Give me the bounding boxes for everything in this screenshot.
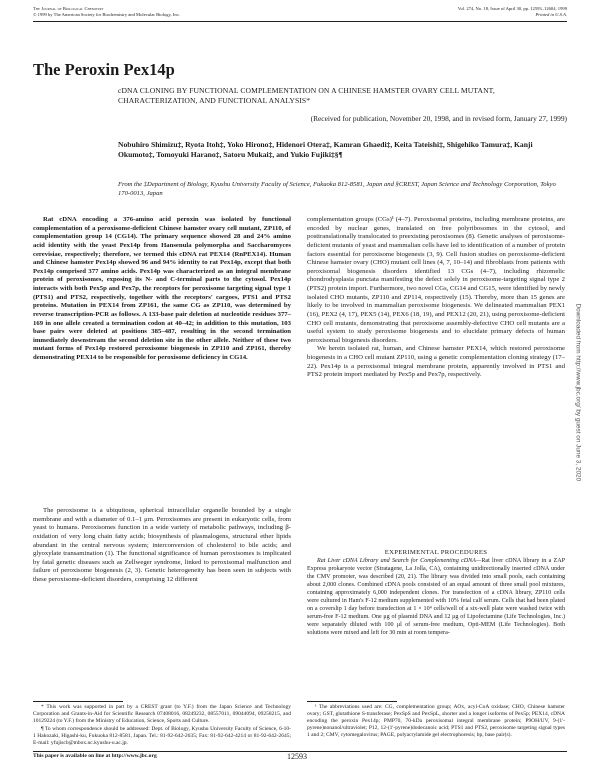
article-title: The Peroxin Pex14p: [33, 60, 175, 79]
printed-line: Printed in U.S.A.: [535, 12, 567, 17]
intro-paragraph: We herein isolated rat, human, and Chinese hamster PEX14, which restored peroxisome biogenesis in a CHO cell mutant ZP110, using a genetic complementation cloning strategy (17–22). Pex14p is a peroxisomal integral membrane protein, apparently involved in PTS1 and PTS2 protein import mediated by Pex5p and Pex7p, respectively.: [307, 345, 565, 379]
download-watermark: Downloaded from http://www.jbc.org/ by guest on June 3, 2020: [574, 303, 582, 482]
article-subtitle: cDNA CLONING BY FUNCTIONAL COMPLEMENTATION ON A CHINESE HAMSTER OVARY CELL MUTANT, CHARACTERIZATION, AND FUNCTIONAL ANALYSIS*: [118, 86, 495, 105]
running-header-right: [458, 6, 567, 18]
footnote-rule: [33, 701, 123, 702]
received-date: (Received for publication, November 20, 1998, and in revised form, January 27, 1999): [310, 114, 567, 123]
footnote-rule: [307, 701, 397, 702]
abstract-text: Rat cDNA encoding a 376-amino acid peroxin was isolated by functional complementation of a peroxisome-deficient Chinese hamster ovary cell mutant, ZP110, of complementation group 14 (CG14). The primary sequence showed 28 and 24% amino acid identity with the yeast Pex14p from Hansenula polymorpha and Saccharomyces cerevisiae, respectively; therefore, we termed this cDNA rat PEX14 (RnPEX14). Human and Chinese hamster Pex14p showed 96 and 94% identity to rat Pex14p, except that both Pex14p comprised 377 amino acids. Pex14p was characterized as an integral membrane protein of peroxisomes, exposing its N- and C-terminal parts to the cytosol. Pex14p interacts with both Pex5p and Pex7p, the receptors for peroxisome targeting signal type 1 (PTS1) and PTS2, respectively, together with the receptors' cargoes, PTS1 and PTS2 proteins. Mutation in PEX14 from ZP161, the same CG as ZP110, was determined by reverse transcription-PCR as follows. A 133-base pair deletion at nucleotide residues 377–169 in one allele created a termination codon at 40–42; in addition to this mutation, 103 base pairs were deleted at positions 385–487, resulting in the second termination immediately downstream the second deletion site in the other allele. Neither of these two mutant forms of Pex14p restored peroxisome biogenesis in ZP110 and ZP161, thereby demonstrating PEX14 to be responsible for peroxisome deficiency in CG14.: [33, 216, 291, 361]
introduction-right-column: [307, 216, 565, 380]
header-rule: [33, 21, 567, 22]
footnote: * This work was supported in part by a CREST grant (to Y.F.) from the Japan Science and Technology Corporation and Grants-in-Aid for Scientific Research 07408016, 08249232, 08557011, 09044094, 09258215, and 10129224 (to Y.F.) from the Ministry of Education, Science, Sports and Culture.: [33, 704, 291, 724]
methods-column: [307, 558, 565, 638]
footnotes-right: [307, 704, 565, 740]
author-list: Nobuhiro Shimizu‡, Ryota Itoh‡, Yoko Hirono‡, Hidenori Otera‡, Kamran Ghaedi‡, Keita Tateishi‡, Shigehiko Tamura‡, Kanji Okumoto‡, Tomoyuki Harano‡, Satoru Mukai‡, and Yukio Fujiki‡§¶: [118, 140, 533, 160]
introduction-left-column: [33, 507, 291, 585]
copyright-line: © 1999 by The American Society for Biochemistry and Molecular Biology, Inc.: [33, 12, 180, 17]
running-header-left: [33, 6, 180, 18]
abstract: [33, 216, 291, 363]
subsection-runin-heading: Rat Liver cDNA Library and Search for Complementing cDNA—: [317, 558, 482, 564]
footer-availability: This paper is available on line at http://www.jbc.org: [33, 753, 157, 759]
footnote: ¹ The abbreviations used are: CG, complementation group; AOx, acyl-CoA oxidase; CHO, Chinese hamster ovary; GST, glutathione S-transferase; PexSpS and PexSpL, shorter and a longer isoforms of Pex5p; PEX14, cDNA encoding the peroxin Pex14p; PMP70, 70-kDa peroxisomal integral membrane protein; P9OH/UV, 9-(1'-pyrene)nonanol/ultraviolet; P12, 12-(1'-pyrene)dodecanoic acid; PTS1 and PTS2, peroxisome targeting signal types 1 and 2; CMV, cytomegalovirus; PAGE, polyacrylamide gel electrophoresis; bp, base pair(s).: [307, 704, 565, 738]
affiliation: From the ‡Department of Biology, Kyushu University Faculty of Science, Fukuoka 812-8581, Japan and §CREST, Japan Science and Technology Corporation, Tokyo 170-0013, Japan: [118, 181, 556, 197]
issue-line: Vol. 274, No. 18, Issue of April 30, pp. 12593–12604, 1999: [457, 6, 567, 11]
section-heading: EXPERIMENTAL PROCEDURES: [384, 549, 488, 556]
journal-name: The Journal of Biological Chemistry: [33, 6, 104, 11]
methods-text: Rat liver cDNA library in a ZAP Express prokaryote vector (Stratagene, La Jolla, CA), containing unidirectionally inserted cDNA under the CMV promoter, was described (20, 21). The library was divided into small pools, each containing about 2,000 clones. Combined cDNA pools consisted of an equal amount of three small pool mixtures, containing approximately 6,000 independent clones. For transfection of a cDNA library, ZP110 cells were cultured in Ham's F-12 medium supplemented with 10% fetal calf serum. Cells that had been plated on a coverslip 1 day before transfection at 1 × 10⁴ cells/well of a six-well plate were washed twice with serum-free F-12 medium. One μg of plasmid DNA and 12 μg of Lipofectamine (Life Technologies, Inc.) were separately diluted with 100 μl of serum-free medium, Opti-MEM (Life Technologies). Both solutions were mixed and left for 30 min at room tempera-: [307, 558, 566, 636]
page-number: 12593: [287, 752, 307, 761]
footnotes-left: [33, 704, 291, 747]
footnote: ¶ To whom correspondence should be addressed: Dept. of Biology, Kyushu University Faculty of Science, 6-10-1 Hakozaki, Higashi-ku, Fukuoka 812-8581, Japan. Tel.: 81-92-642-2635; Fax: 81-92-642-4214 or 81-92-642-2645; E-mail: yfujiscb@mbox.nc.kyushu-u.ac.jp.: [33, 725, 291, 746]
intro-paragraph: The peroxisome is a ubiquitous, spherical intracellular organelle bounded by a single membrane and with a diameter of 0.1–1 μm. Peroxisomes are present in eukaryotic cells, from yeast to humans. Peroxisomes function in a wide variety of metabolic pathways, including β-oxidation of very long chain fatty acids; biosynthesis of plasmalogens, structural ether lipids abundant in the central nervous system; interconversion of cholesterol to bile acids; and glyoxylate transamination (1). The functional significance of human peroxisomes is implicated by fatal genetic diseases such as Zellweger syndrome, linked to peroxisomal malfunction and failure of peroxisome biogenesis (2, 3). Genetic heterogeneity has been seen in subjects with these peroxisome-deficient disorders, comprising 12 different: [33, 507, 291, 583]
intro-paragraph: complementation groups (CGs)¹ (4–7). Peroxisomal proteins, including membrane proteins, are encoded by nuclear genes, translated on free polyribosomes in the cytosol, and posttranslationally translocated to preexisting peroxisomes (8). Genetic analyses of peroxisome-deficient mutants of yeast and mammalian cells have led to identification of a number of protein factors essential for peroxisome biogenesis (3, 9). Cell fusion studies on peroxisome-deficient Chinese hamster ovary (CHO) mutant cell lines (4, 7, 10–14) and fibroblasts from patients with peroxisomal biogenesis disorders identified 13 CGs (4–7), including rhizomelic chondrodysplasia punctata manifesting the defect solely in peroxisome-targeting signal type 2 (PTS2) protein import. Furthermore, two novel CGs, CG14 and CG15, were identified by newly isolated CHO mutants, ZP110 and ZP114, respectively (15). Thereby, more than 15 genes are likely to be involved in mammalian peroxisome biogenesis. We delineated mammalian PEX1 (16), PEX2 (4, 17), PEX5 (14), PEX6 (18, 19), and PEX12 (20, 21), using peroxisome-deficient CHO cell mutants, demonstrating that peroxisome assembly-defective CHO cell mutants are a useful system to study peroxisome biogenesis and to elucidate primary defects of human peroxisomal biogenesis disorders.: [307, 216, 565, 344]
